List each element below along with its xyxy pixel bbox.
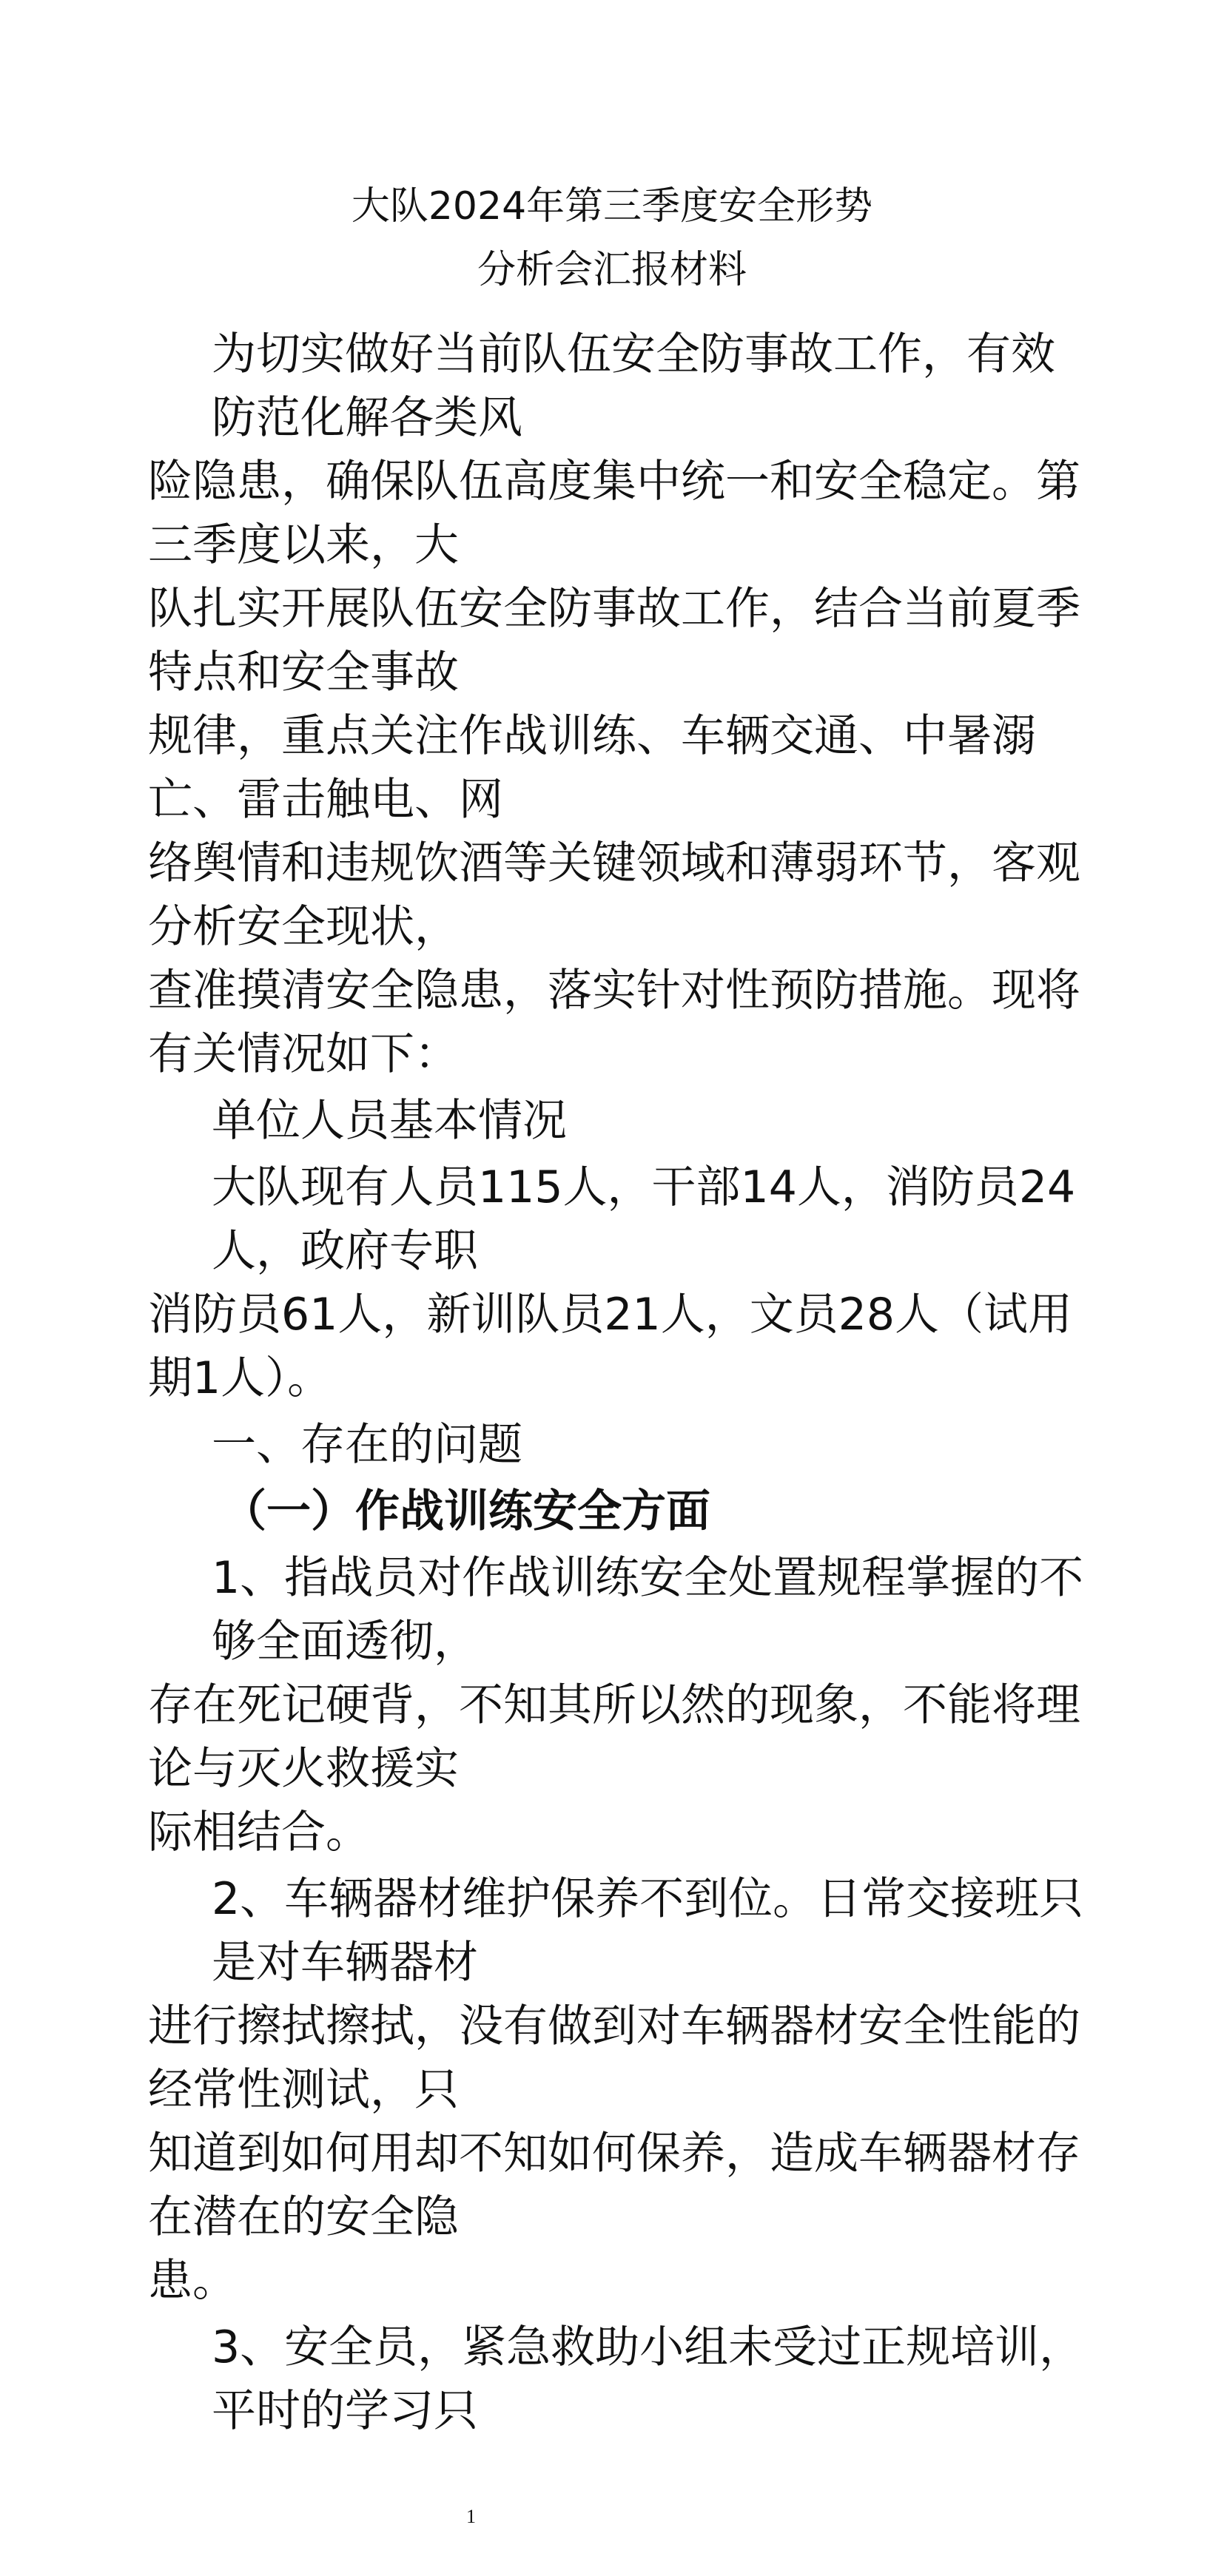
text-line: 规律，重点关注作战训练、车辆交通、中暑溺亡、雷击触电、网 xyxy=(148,710,1036,826)
section-heading: 一、存在的问题 xyxy=(212,1419,522,1471)
text-line: 络舆情和违规饮酒等关键领域和薄弱环节，客观分析安全现状， xyxy=(148,837,1080,953)
text-line: 大队现有人员115人，干部14人，消防员24人，政府专职 xyxy=(212,1161,1076,1277)
text-line: 患。 xyxy=(148,2255,237,2307)
text-line: 知道到如何用却不知如何保养，造成车辆器材存在潜在的安全隐 xyxy=(148,2128,1080,2243)
text-line: 进行擦拭擦拭，没有做到对车辆器材安全性能的经常性测试，只 xyxy=(148,2000,1080,2116)
item-3-paragraph xyxy=(148,2316,1085,2443)
item-2-paragraph xyxy=(148,1867,1085,2313)
text-line: 查准摸清安全隐患，落实针对性预防措施。现将有关情况如下： xyxy=(148,965,1080,1080)
text-line: 3、安全员，紧急救助小组未受过正规培训，平时的学习只 xyxy=(212,2322,1084,2437)
text-line: 1、指战员对作战训练安全处置规程掌握的不够全面透彻， xyxy=(212,1552,1084,1668)
text-line: 存在死记硬背，不知其所以然的现象，不能将理论与灭火救援实 xyxy=(148,1679,1080,1795)
text-line: 消防员61人，新训队员21人，文员28人（试用期1人）。 xyxy=(148,1289,1073,1404)
text-line: 队扎实开展队伍安全防事故工作，结合当前夏季特点和安全事故 xyxy=(148,583,1080,698)
text-line: 2、车辆器材维护保养不到位。日常交接班只是对车辆器材 xyxy=(212,1873,1084,1989)
page-number: 1 xyxy=(466,2506,476,2527)
item-1-paragraph xyxy=(148,1546,1085,1864)
document-title-line-1: 大队2024年第三季度安全形势 xyxy=(351,184,873,229)
staff-paragraph xyxy=(148,1156,1085,1410)
text-line: 为切实做好当前队伍安全防事故工作，有效防范化解各类风 xyxy=(212,328,1055,444)
document-title-line-2: 分析会汇报材料 xyxy=(477,248,747,292)
subsection-heading: （一）作战训练安全方面 xyxy=(222,1486,710,1537)
intro-paragraph xyxy=(148,323,1085,1086)
document-title xyxy=(148,175,1085,302)
text-line: 际相结合。 xyxy=(148,1807,370,1858)
text-line: 险隐患，确保队伍高度集中统一和安全稳定。第三季度以来，大 xyxy=(148,456,1080,571)
staff-heading: 单位人员基本情况 xyxy=(212,1095,567,1147)
